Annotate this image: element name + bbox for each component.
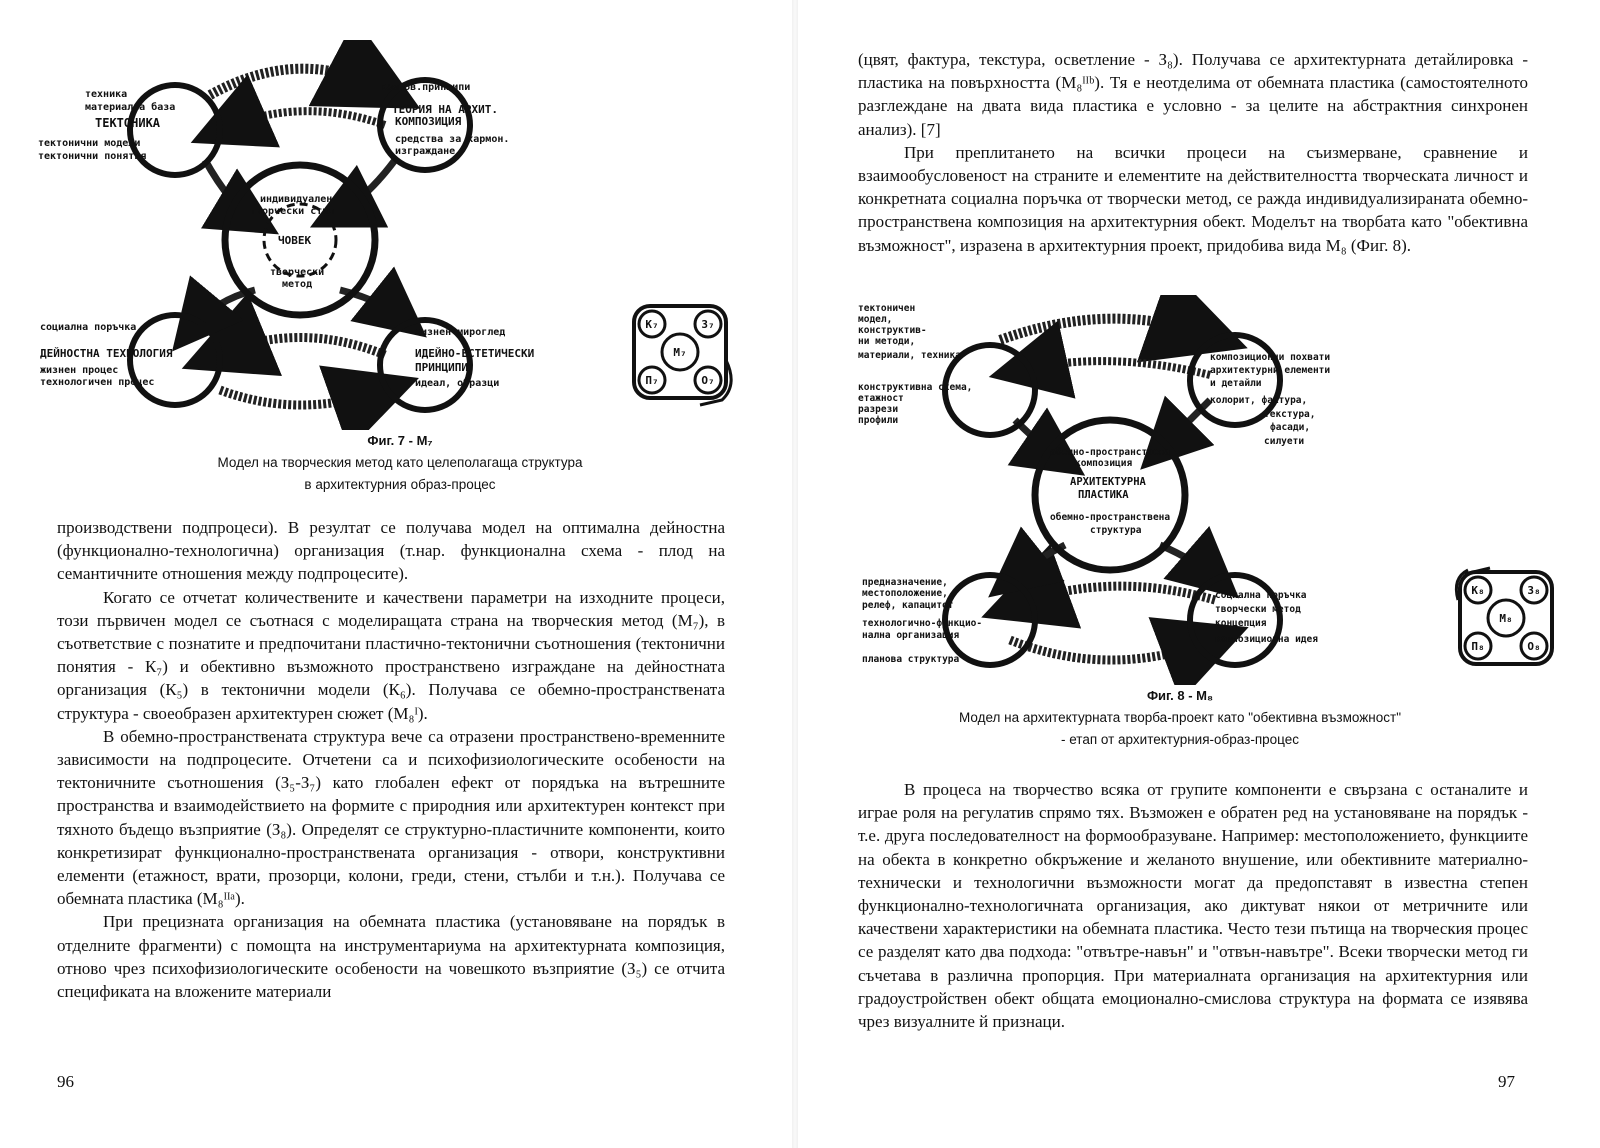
f8-bl-1: предназначение,: [862, 577, 948, 588]
f8-bl-6: планова структура: [862, 654, 960, 665]
f8-br-2: творчески метод: [1215, 604, 1301, 615]
f7-tr-2: ТЕОРИЯ НА АРХИТ.: [392, 103, 498, 116]
figure-7-caption: [100, 433, 700, 496]
page-number-left: 96: [57, 1072, 74, 1091]
logo8-c: М₈: [1499, 612, 1513, 625]
logo8-bl: П₈: [1471, 640, 1485, 653]
f8-tl-1: тектоничен: [858, 303, 916, 314]
f8-tr-2: архитектурни елементи: [1210, 365, 1331, 376]
f7-tl-3: ТЕКТОНИКА: [95, 116, 161, 130]
f8-tr-1: композиционни похвати: [1210, 352, 1331, 363]
left-paragraph-1: производствени подпроцеси). В резултат се получава модел на оптимална дейностна (функционално-технологична) организация (т.нар. функционална схема - плод на семантичните отношения между подпроцесите).: [57, 518, 725, 584]
f8-tl-2: модел,: [858, 314, 893, 325]
f7-c-5: метод: [282, 279, 313, 290]
f8-bl-4: технологично-функцио-: [862, 618, 983, 629]
f8-ml-2: етажност: [858, 393, 904, 404]
f7-tl-1: техника: [85, 89, 128, 100]
f8-tr-5: текстура,: [1264, 409, 1316, 420]
page-number-right: 97: [1498, 1072, 1515, 1091]
logo7-c: М₇: [673, 346, 687, 359]
logo8-br: О₈: [1527, 640, 1541, 653]
f7-bl-4: технологичен процес: [40, 377, 155, 388]
left-paragraph-2: Когато се отчетат количествените и качествени параметри на изходните процеси, този първичен модел се съотнася с моделиращата страна на творческия метод (М₇), в съответствие с познатите и предпочитани пластично-тектонични съотношения (тектонични понятия - К₇) и обективно възможното пространствено изграждане на дейностната организация (К₅) в тектонични модели (К₆). Получава се обемно-пространствената структура - своеобразен архитектурен сюжет (М₈ᴵ).: [57, 587, 725, 723]
f8-bl-3: релеф, капацитет: [862, 600, 954, 611]
f7-tl-4: тектонични модели: [38, 138, 141, 149]
logo7-tr: З₇: [701, 318, 715, 331]
figure-8-logo: [1450, 560, 1565, 675]
figure-7-caption-line1: Модел на творческия метод като целеполагаща структура: [217, 455, 583, 470]
right-body-text-top: [858, 48, 1528, 257]
f7-c-4: творчески: [270, 267, 325, 278]
f8-tr-4: колорит, фактура,: [1210, 395, 1308, 406]
f7-c-2: творчески стил: [250, 206, 335, 217]
f7-tr-3: КОМПОЗИЦИЯ: [395, 115, 462, 128]
f8-c-5: обемно-пространствена: [1050, 512, 1171, 523]
f7-tl-2: материална база: [85, 102, 176, 113]
f8-tr-3: и детайли: [1210, 378, 1262, 389]
logo7-bl: П₇: [645, 374, 659, 387]
f8-ml-4: профили: [858, 415, 899, 426]
book-gutter: [792, 0, 798, 1148]
f7-c-3: ЧОВЕК: [278, 234, 312, 247]
figure-8-caption-line2: - етап от архитектурния-образ-процес: [1060, 732, 1299, 747]
f7-br-1: жизнен мироглед: [415, 327, 506, 338]
left-paragraph-4: При прецизната организация на обемната пластика (установяване на порядък в отделните фрагменти) с помощта на инструментариума на архитектурната композиция, отново чрез психофизиологическите особености на човешкото възприятие (З₅) се отчита спецификата на вложените материали: [57, 912, 725, 1002]
figure-8-title: Фиг. 8 - М₈: [1146, 688, 1214, 703]
f7-br-2: ИДЕЙНО-ЕСТЕТИЧЕСКИ: [415, 347, 535, 360]
f7-tl-5: тектонични понятия: [38, 151, 147, 162]
figure-7-title: Фиг. 7 - М₇: [367, 433, 433, 448]
f8-tr-6: фасади,: [1270, 422, 1311, 433]
logo8-tr: З₈: [1527, 584, 1541, 597]
f7-bl-1: социална поръчка: [40, 322, 137, 333]
right-page: [800, 0, 1600, 1148]
right-body-text-bottom: [858, 778, 1528, 1033]
f8-c-3: АРХИТЕКТУРНА: [1070, 476, 1146, 488]
f7-bl-2: ДЕЙНОСТНА ТЕХНОЛОГИЯ: [40, 347, 173, 360]
f8-tl-3: конструктив-: [858, 325, 927, 336]
f8-bl-5: нална организация: [862, 630, 960, 641]
f8-br-4: композиционна идея: [1215, 634, 1318, 645]
f7-br-3: ПРИНЦИПИ: [415, 361, 468, 374]
f8-tl-4: ни методи,: [858, 336, 916, 347]
f7-tr-5: изграждане: [395, 146, 456, 157]
f7-br-4: идеал, образци: [415, 378, 500, 389]
figure-8-caption-line1: Модел на архитектурната творба-проект като "обективна възможност": [959, 710, 1401, 725]
left-paragraph-3: В обемно-пространствената структура вече са отразени пространствено-временните зависимости на подпроцесите. Отчетени са и психофизиологическите особености на тектоничните съотношения (З₅-З₇) като глобален ефект от порядъка на вътрешните пространства и взаимодействието на формите с природния или архитектурен контекст при тяхното бъдещо възприятие (З₈). Определят се структурно-пластичните компоненти, които конкретизират функционално-пространствената организация - отвори, конструктивни елементи (етажност, врати, прозорци, колони, греди, стени, стълби и т.н.). Получава се обемната пластика (М₈ᴵᴵᵃ).: [57, 726, 725, 909]
f8-tl-5: материали, техника: [858, 350, 961, 361]
left-page: [0, 0, 790, 1148]
f8-br-1: социална поръчка: [1215, 590, 1307, 601]
right-paragraph-2: При преплитането на всички процеси на съизмерване, сравнение и взаимообусловеност на страните и елементите на действителността творческата личност и конкретната социална поръчка от творчески метод, се ражда индивидуализираната обемно-пространствена композиция на архитектурния обект. Моделът на творбата като "обективна възможност", изразена в архитектурния проект, придобива вида М₈ (Фиг. 8).: [858, 142, 1528, 255]
figure-7-caption-line2: в архитектурния образ-процес: [304, 477, 496, 492]
left-body-text: [57, 516, 725, 1003]
f7-tr-4: средства за хармон.: [395, 134, 510, 145]
f8-c-4: ПЛАСТИКА: [1078, 489, 1129, 501]
right-paragraph-1: (цвят, фактура, текстура, осветление - З₈). Получава се архитектурната детайлировка - пластика на повърхността (М₈ᴵᴵᵇ). Тя е неотделима от обемната пластика (самостоятелното разглеждане на двата вида пластика е условно - за целите на абстрактния синхронен анализ). [7]: [858, 50, 1528, 139]
f8-br-3: концепция: [1215, 618, 1267, 629]
f7-c-1: индивидуален: [260, 194, 333, 205]
f8-ml-1: конструктивна схема,: [858, 382, 973, 393]
logo7-br: О₇: [701, 374, 715, 387]
f8-c-6: структура: [1090, 525, 1142, 536]
figure-8-caption: [890, 688, 1470, 751]
f8-ml-3: разрези: [858, 404, 899, 415]
f8-c-1: обемно-пространствена: [1050, 447, 1171, 458]
f8-c-2: композиция: [1075, 458, 1133, 469]
right-paragraph-3: В процеса на творчество всяка от групите компоненти е свързана с останалите и играе роля на регулатив спрямо тях. Възможен е обратен ред на установяване на порядък - т.е. друга последователност на формообразуване. Например: местоположението, функциите на обекта в конкретно обкръжение и желаното внушение, или обективните материално-технически и технологични възможности могат да предопставят в известна степен функционално-технологичната организация, ако диктуват някои от метричните или качествени характеристики на обемната пластика. Често тези пътища на творческия процес се разделят като два подхода: "отвътре-навън" и "отвън-навътре". Всеки творчески метод ги съчетава в различна пропорция. При материалната организация на архитектурния или градоустройствен обект общата емоционално-смислова структура на формата се изявява чрез визуалните й признаци.: [858, 780, 1528, 1032]
logo8-tl: К₈: [1471, 584, 1485, 597]
f7-bl-3: жизнен процес: [40, 365, 119, 376]
f8-tr-7: силуети: [1264, 436, 1305, 447]
f8-bl-2: местоположение,: [862, 588, 948, 599]
figure-7-logo: [630, 300, 740, 415]
f7-tr-1: компов.принципи: [380, 82, 471, 93]
circle-technology: [130, 315, 220, 405]
logo7-tl: К₇: [645, 318, 659, 331]
